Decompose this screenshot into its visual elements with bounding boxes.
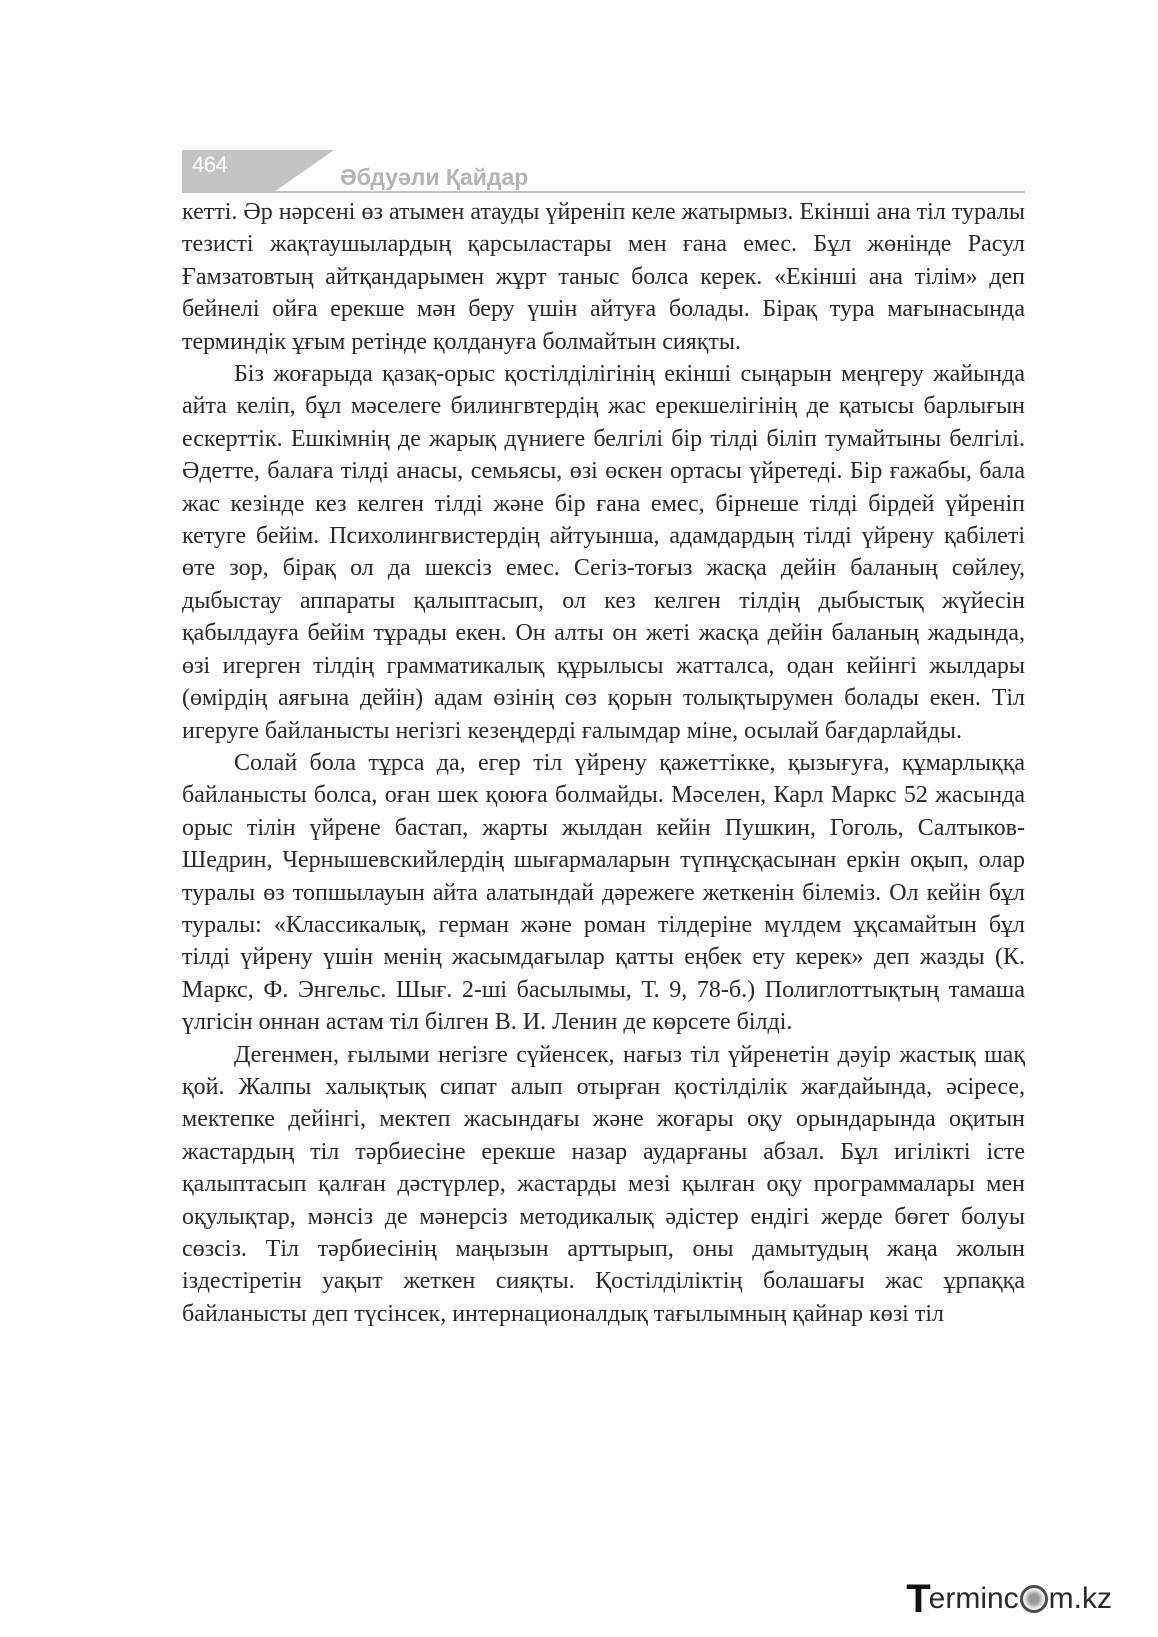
page-header [0,0,1158,200]
paragraph-4: Дегенмен, ғылыми негізге сүйенсек, нағыз тіл үйренетін дәуір жастық шақ қой. Жалпы халықтық сипат алып отырған қостілділік жағдайында, әсіресе, мектепке дейінгі, мектеп жасындағы және жоғары оқу орындарында оқитын жастардың тіл тәрбиесіне ерекше назар аударғаны абзал. Бұл игілікті істе қалыптасып қалған дәстүрлер, жастарды мезі қылған оқу программалары мен оқулықтар, мәнсіз де мәнерсіз методикалық әдістер ендігі жерде бөгет болуы сөзсіз. Тіл тәрбиесінің маңызын арттырып, оны дамытудың жаңа жолын іздестіретін уақыт жеткен сияқты. Қостілділіктің болашағы жас ұрпаққа байланысты деп түсінсек, интернационалдық тағылымның қайнар көзі тіл [182,1041,1025,1327]
paragraph-2: Біз жоғарыда қазақ-орыс қостілділігінің екінші сыңарын меңгеру жайында айта келіп, бұл мәселеге билингвтердің жас ерекшелігінің де қатысы барлығын ескерттік. Ешкімнің де жарық дүниеге белгілі бір тілді біліп тумайтыны белгілі. Әдетте, балаға тілді анасы, семьясы, өзі өскен ортасы үйретеді. Бір ғажабы, бала жас кезінде кез келген тілді және бір ғана емес, бірнеше тілді бірдей үйреніп кетуге бейім. Психолингвистердің айтуынша, адамдардың тілді үйрену қабілеті өте зор, бірақ ол да шексіз емес. Сегіз-тоғыз жасқа дейін баланың сөйлеу, дыбыстау аппараты қалыптасып, ол кез келген тілдің дыбыстық жүйесін қабылдауға бейім тұрады екен. Он алты он жеті жасқа дейін баланың жадында, өзі игерген тілдің грамматикалық құрылысы жатталса, одан кейінгі жылдары (өмірдің аяғына дейін) адам өзінің сөз қорын толықтырумен болады екен. Тіл игеруге байланысты негізгі кезеңдерді ғалымдар міне, осылай бағдарлайды. [182,361,1025,744]
page-number: 464 [192,152,228,177]
header-divider [182,191,1025,193]
site-watermark-logo [906,1578,1112,1620]
body-text [182,196,1025,1330]
watermark-letter-t: T [906,1576,931,1621]
globe-icon [1020,1585,1048,1613]
watermark-text-end: m.kz [1048,1582,1112,1615]
watermark-text-start: erminc [928,1582,1019,1615]
paragraph-1: кетті. Әр нәрсені өз атымен атауды үйреніп келе жатырмыз. Екінші ана тіл туралы тезисті жақтаушылардың қарсыластары мен ғана емес. Бұл жөнінде Расул Ғамзатовтың айтқандарымен жұрт таныс болса керек. «Екінші ана тілім» деп бейнелі ойға ерекше мән беру үшін айтуға болады. Бірақ тура мағынасында терминдік ұғым ретінде қолдануға болмайтын сияқты. [182,199,1025,355]
running-head-author: Әбдуәли Қайдар [340,164,529,190]
header-decoration [274,150,334,192]
paragraph-3: Солай бола тұрса да, егер тіл үйрену қажеттікке, қызығуға, құмарлыққа байланысты болса, оған шек қоюға болмайды. Мәселен, Карл Маркс 52 жасында орыс тілін үйрене бастап, жарты жылдан кейін Пушкин, Гоголь, Салтыков-Шедрин, Чернышевскийлердің шығармаларын түпнұсқасынан еркін оқып, олар туралы өз топшылауын айта алатындай дәрежеге жеткенін білеміз. Ол кейін бұл туралы: «Классикалық, герман және роман тілдеріне мүлдем ұқсамайтын бұл тілді үйрену үшін менің жасымдағылар қатты еңбек ету керек» деп жазды (К. Маркс, Ф. Энгельс. Шығ. 2-ші басылымы, Т. 9, 78-б.) Полиглоттықтың тамаша үлгісін оннан астам тіл білген В. И. Ленин де көрсете білді. [182,749,1025,1036]
